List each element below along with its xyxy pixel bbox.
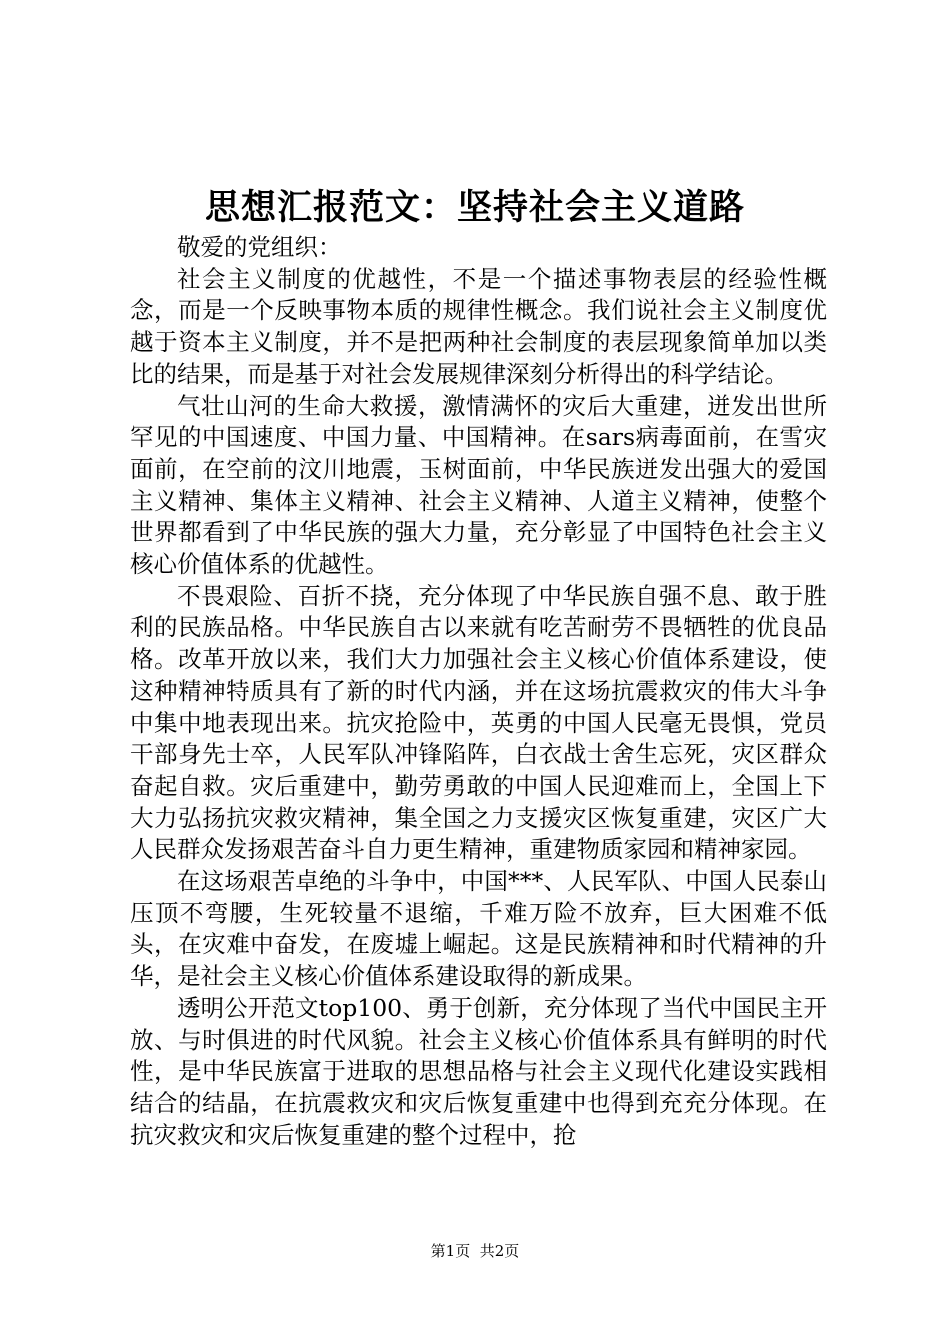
paragraph: 透明公开范文top100、勇于创新，充分体现了当代中国民主开放、与时俱进的时代风貌。社会主义核心价值体系具有鲜明的时代性，是中华民族富于进取的思想品格与社会主义现代化建设实践相结合的结晶，在抗震救灾和灾后恢复重建中也得到充充分体现。在抗灾救灾和灾后恢复重建的整个过程中，抢	[130, 993, 827, 1149]
paragraph: 在这场艰苦卓绝的斗争中，中国***、人民军队、中国人民泰山压顶不弯腰，生死较量不退缩，千难万险不放弃，巨大困难不低头，在灾难中奋发，在废墟上崛起。这是民族精神和时代精神的升华，是社会主义核心价值体系建设取得的新成果。	[130, 867, 827, 991]
page-number-current: 第1页	[430, 1242, 471, 1260]
document-title: 思想汇报范文：坚持社会主义道路	[204, 187, 745, 228]
page-number-total: 共2页	[479, 1242, 520, 1260]
paragraph: 气壮山河的生命大救援，激情满怀的灾后大重建，迸发出世所罕见的中国速度、中国力量、中国精神。在sars病毒面前，在雪灾面前，在空前的汶川地震，玉树面前，中华民族迸发出强大的爱国主义精神、集体主义精神、社会主义精神、人道主义精神，使整个世界都看到了中华民族的强大力量，充分彰显了中国特色社会主义核心价值体系的优越性。	[130, 391, 827, 579]
paragraph: 不畏艰险、百折不挠，充分体现了中华民族自强不息、敢于胜利的民族品格。中华民族自古以来就有吃苦耐劳不畏牺牲的优良品格。改革开放以来，我们大力加强社会主义核心价值体系建设，使这种精神特质具有了新的时代内涵，并在这场抗震救灾的伟大斗争中集中地表现出来。抗灾抢险中，英勇的中国人民毫无畏惧，党员干部身先士卒，人民军队冲锋陷阵，白衣战士舍生忘死，灾区群众奋起自救。灾后重建中，勤劳勇敢的中国人民迎难而上，全国上下大力弘扬抗灾救灾精神，集全国之力支援灾区恢复重建，灾区广大人民群众发扬艰苦奋斗自力更生精神，重建物质家园和精神家园。	[130, 581, 827, 864]
page-footer	[0, 1241, 950, 1261]
document-body	[130, 232, 827, 1151]
paragraph: 社会主义制度的优越性，不是一个描述事物表层的经验性概念，而是一个反映事物本质的规律性概念。我们说社会主义制度优越于资本主义制度，并不是把两种社会制度的表层现象简单加以类比的结果，而是基于对社会发展规律深刻分析得出的科学结论。	[130, 264, 827, 388]
greeting: 敬爱的党组织：	[177, 233, 342, 261]
